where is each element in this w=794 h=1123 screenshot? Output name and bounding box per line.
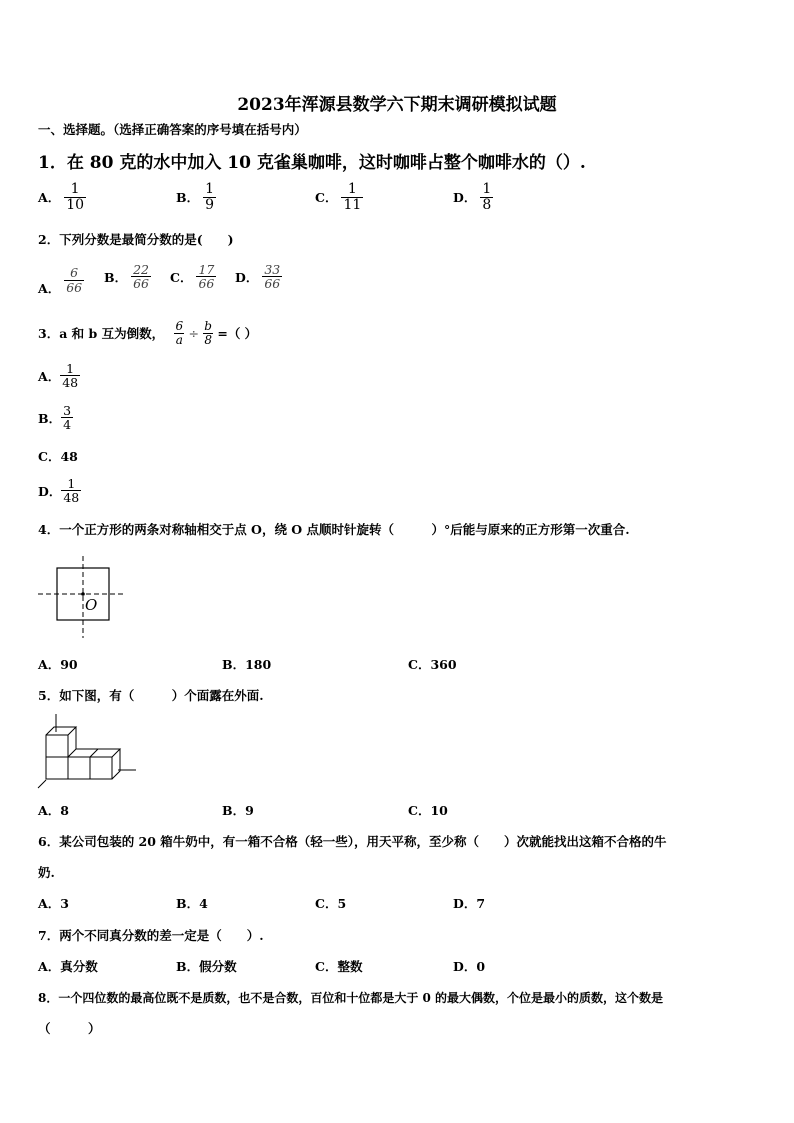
section-heading: 一、选择题。（选择正确答案的序号填在括号内） <box>38 122 307 137</box>
question-2-text: 2．下列分数是最简分数的是( ) <box>38 232 234 247</box>
q5-option-b[interactable]: B．9 <box>222 803 254 818</box>
question-5-text: 5．如下图，有（ ）个面露在外面. <box>38 688 264 703</box>
fraction: $\frac{17}{66}$ <box>198 262 215 292</box>
fraction: $\frac{6}{66}$ <box>66 265 83 295</box>
fraction: $\frac{33}{66}$ <box>264 262 281 292</box>
q3-option-a[interactable]: A． $\frac{1}{48}$ <box>38 361 79 391</box>
fraction: $\frac{22}{66}$ <box>133 262 149 292</box>
q6-option-a[interactable]: A．3 <box>38 896 69 911</box>
fraction: $\frac{1}{11}$ <box>343 181 362 213</box>
fraction-b-over-8: $\frac{b}{8}$ <box>204 319 212 347</box>
q1-option-d[interactable]: D． $\frac{1}{8}$ <box>453 181 492 213</box>
q4-option-a[interactable]: A．90 <box>38 657 78 672</box>
fraction: $\frac{1}{48}$ <box>63 476 80 506</box>
q2-option-c[interactable]: C． $\frac{17}{66}$ <box>170 262 215 292</box>
q4-option-c[interactable]: C．360 <box>408 657 457 672</box>
q5-option-c[interactable]: C．10 <box>408 803 448 818</box>
q2-option-d[interactable]: D． $\frac{33}{66}$ <box>235 262 281 292</box>
q1-option-a[interactable]: A． $\frac{1}{10}$ <box>38 181 85 213</box>
fraction: $\frac{1}{48}$ <box>62 361 79 391</box>
q1-option-c[interactable]: C． $\frac{1}{11}$ <box>315 181 362 213</box>
question-7-text: 7．两个不同真分数的差一定是（ ）. <box>38 928 264 943</box>
q6-option-d[interactable]: D．7 <box>453 896 486 911</box>
question-6-text-line1: 6．某公司包装的 20 箱牛奶中，有一箱不合格（轻一些），用天平称，至少称（ ）次就能找出这箱不合格的牛 <box>38 834 667 849</box>
q4-option-b[interactable]: B．180 <box>222 657 272 672</box>
fraction: $\frac{1}{9}$ <box>205 181 214 213</box>
q7-option-c[interactable]: C．整数 <box>315 959 363 974</box>
question-8-text-line2: （ ） <box>38 1021 101 1036</box>
q7-option-b[interactable]: B．假分数 <box>176 959 237 974</box>
question-6-text-line2: 奶. <box>38 865 55 880</box>
question-4-text: 4．一个正方形的两条对称轴相交于点 O，绕 O 点顺时针旋转（ ）°后能与原来的正方形第一次重合. <box>38 522 630 537</box>
cube-stack-figure <box>36 712 138 790</box>
fraction: $\frac{1}{10}$ <box>66 181 85 213</box>
q2-option-a[interactable]: A． $\frac{6}{66}$ <box>38 265 83 296</box>
square-symmetry-figure <box>36 554 128 640</box>
q3-option-c[interactable]: C．48 <box>38 448 78 464</box>
q6-option-b[interactable]: B．4 <box>176 896 208 911</box>
q2-option-b[interactable]: B． $\frac{22}{66}$ <box>104 262 149 292</box>
fraction: $\frac{1}{8}$ <box>482 181 492 213</box>
question-3-text: 3．a 和 b 互为倒数， $\frac{6}{a}$ ÷ $\frac{b}{8}$ =（ ） <box>38 319 258 347</box>
q1-option-b[interactable]: B． $\frac{1}{9}$ <box>176 181 214 213</box>
q3-option-b[interactable]: B． $\frac{3}{4}$ <box>38 403 72 433</box>
q5-option-a[interactable]: A．8 <box>38 803 69 818</box>
q3-option-d[interactable]: D． $\frac{1}{48}$ <box>38 476 80 506</box>
center-label: O <box>85 596 98 614</box>
q7-option-a[interactable]: A．真分数 <box>38 959 98 974</box>
q7-option-d[interactable]: D．0 <box>453 959 486 974</box>
question-1-text: 1．在 80 克的水中加入 10 克雀巢咖啡，这时咖啡占整个咖啡水的（）. <box>38 153 586 173</box>
fraction-6-over-a: $\frac{6}{a}$ <box>175 319 184 347</box>
page-title: 2023年浑源县数学六下期末调研模拟试题 <box>237 95 557 115</box>
question-8-text-line1: 8．一个四位数的最高位既不是质数，也不是合数，百位和十位都是大于 0 的最大偶数，个位是最小的质数，这个数是 <box>38 991 664 1005</box>
fraction: $\frac{3}{4}$ <box>63 403 72 433</box>
q6-option-c[interactable]: C．5 <box>315 896 347 911</box>
